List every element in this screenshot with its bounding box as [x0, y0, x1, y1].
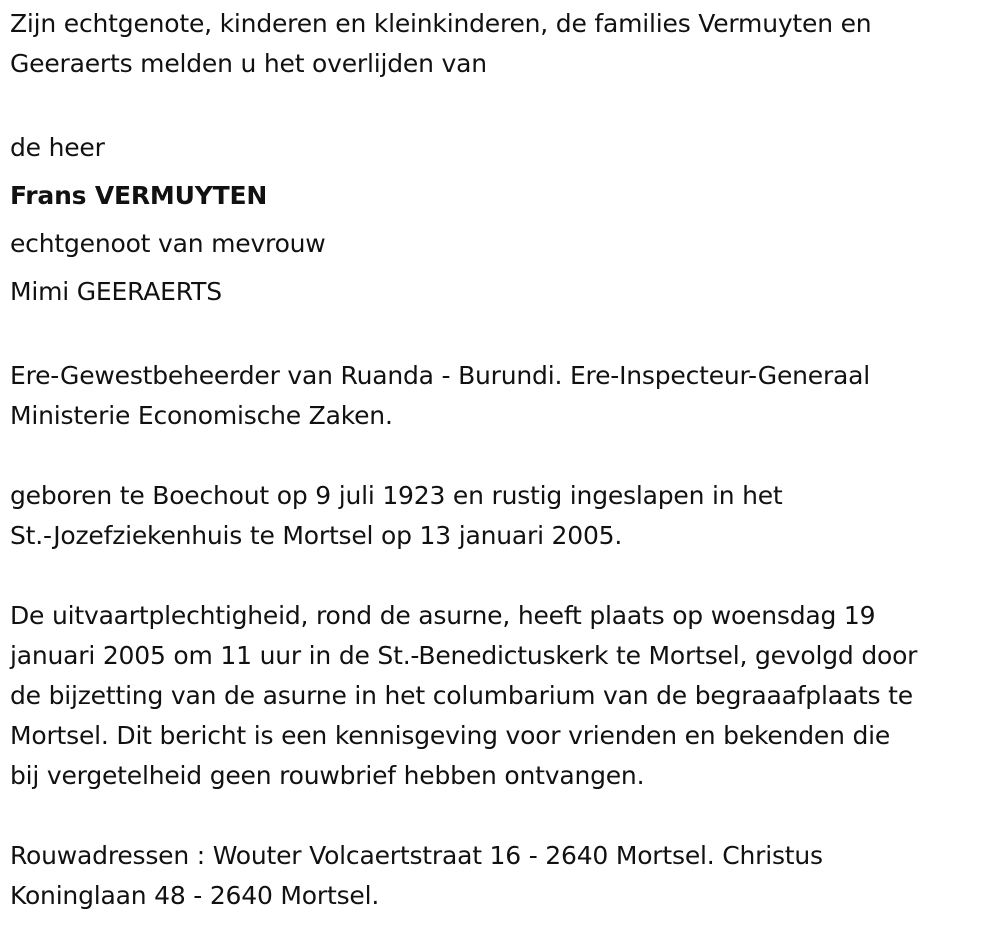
birth-death-paragraph: geboren te Boechout op 9 juli 1923 en rustig ingeslapen in het St.-Jozefziekenhuis te Mortsel op 13 januari 2005. — [10, 481, 783, 550]
name-block — [10, 124, 995, 316]
addresses-paragraph: Rouwadressen : Wouter Volcaertstraat 16 - 2640 Mortsel. Christus Koninglaan 48 - 2640 Mortsel. — [10, 841, 823, 910]
death-announcement — [10, 4, 995, 916]
ceremony-paragraph: De uitvaartplechtigheid, rond de asurne, heeft plaats op woensdag 19 januari 2005 om 11 uur in de St.-Benedictuskerk te Mortsel, gevolgd door de bijzetting van de asurne in het columbarium van de begraaafplaats te Mortsel. Dit bericht is een kennisgeving voor vrienden en bekenden die bij vergetelheid geen rouwbrief hebben ontvangen. — [10, 601, 918, 790]
spouse-name: Mimi GEERAERTS — [10, 277, 222, 306]
titles-paragraph: Ere-Gewestbeheerder van Ruanda - Burundi. Ere-Inspecteur-Generaal Ministerie Economische Zaken. — [10, 361, 871, 430]
spacer — [10, 84, 995, 124]
intro-paragraph: Zijn echtgenote, kinderen en kleinkinderen, de families Vermuyten en Geeraerts melden u het overlijden van — [10, 9, 872, 78]
spouse-label: echtgenoot van mevrouw — [10, 229, 326, 258]
spacer — [10, 796, 995, 836]
spacer — [10, 556, 995, 596]
spacer — [10, 436, 995, 476]
deceased-name: Frans VERMUYTEN — [10, 181, 268, 210]
spacer — [10, 316, 995, 356]
salutation: de heer — [10, 133, 105, 162]
